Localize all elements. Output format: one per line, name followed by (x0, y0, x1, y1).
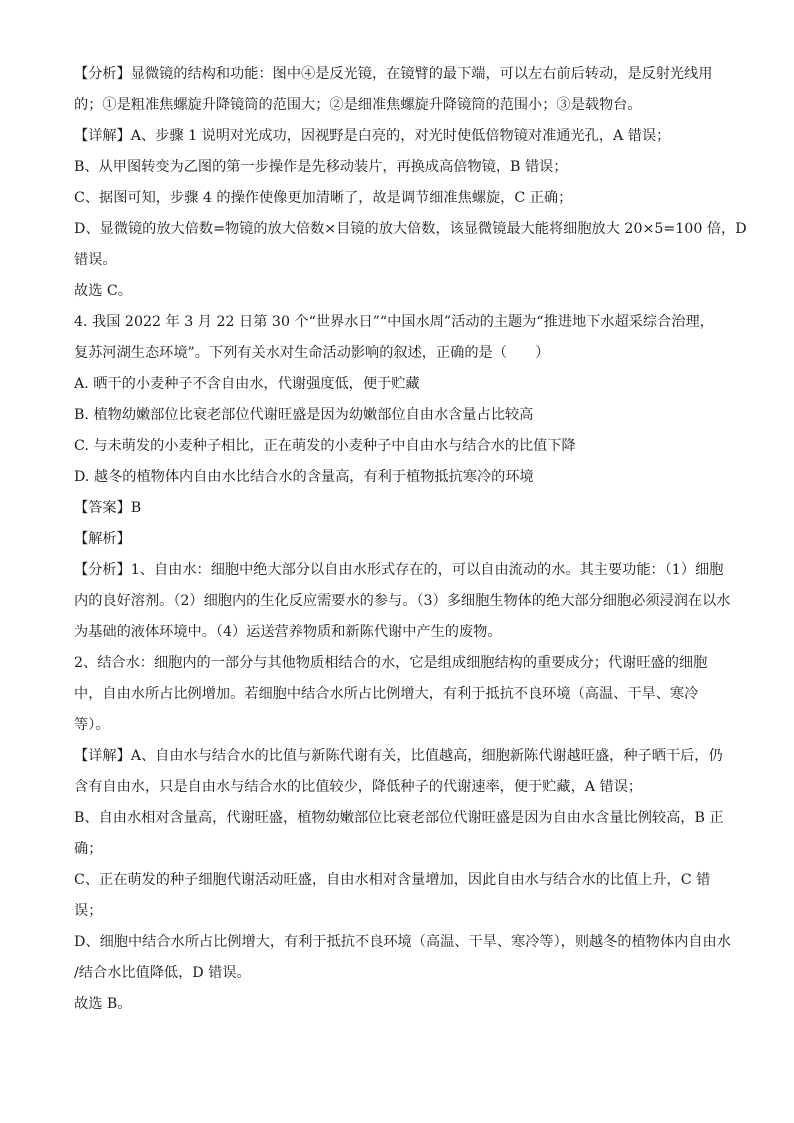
text-line: 内的良好溶剂。（2）细胞内的生化反应需要水的参与。（3）多细胞生物体的绝大部分细胞必须浸润在以水 (74, 593, 731, 609)
text-line: 中，自由水所占比例增加。若细胞中结合水所占比例增大，有利于抵抗不良环境（高温、干旱、寒冷 (74, 686, 699, 702)
text-line: 的；①是粗准焦螺旋升降镜筒的范围大；②是细准焦螺旋升降镜筒的范围小；③是载物台。 (74, 97, 642, 113)
detail-b (74, 808, 724, 859)
jiexi-text: 【解析】 (74, 531, 131, 547)
text-line: 等）。 (74, 717, 110, 733)
previous-detail-a (74, 126, 724, 146)
text-line: 故选 B。 (74, 996, 132, 1012)
text-line: C、据图可知，步骤 4 的操作使像更加清晰了，故是调节细准焦螺旋，C 正确； (74, 190, 573, 206)
text-line: 错误。 (74, 252, 117, 268)
text-line: 故选 C。 (74, 283, 132, 299)
previous-analysis (74, 64, 724, 115)
text-line: 复苏河湖生态环境”。下列有关水对生命活动影响的叙述，正确的是（ ） (74, 345, 550, 361)
text-line: 【分析】显微镜的结构和功能：图中④是反光镜，在镜臂的最下端，可以左右前后转动，是反射光线用 (74, 66, 713, 82)
text-line: 误； (74, 903, 103, 919)
detail-a (74, 746, 724, 797)
option-text: D. 越冬的植物体内自由水比结合水的含量高，有利于植物抵抗寒冷的环境 (74, 469, 534, 485)
previous-detail-c (74, 188, 724, 208)
conclusion (74, 994, 724, 1014)
jiexi-heading (74, 529, 724, 549)
text-line: /结合水比值降低，D 错误。 (74, 965, 251, 981)
option-c (74, 436, 724, 456)
text-line: C、正在萌发的种子细胞代谢活动旺盛，自由水相对含量增加，因此自由水与结合水的比值上升，C 错 (74, 872, 711, 888)
text-line: 为基础的液体环境中。（4）运送营养物质和新陈代谢中产生的废物。 (74, 624, 502, 640)
text-line: D、显微镜的放大倍数=物镜的放大倍数×目镜的放大倍数，该显微镜最大能将细胞放大 20×5=100 倍，D (74, 221, 747, 237)
option-b (74, 405, 724, 425)
question-stem (74, 312, 724, 363)
option-text: B. 植物幼嫩部位比衰老部位代谢旺盛是因为幼嫩部位自由水含量占比较高 (74, 407, 534, 423)
option-d (74, 467, 724, 487)
previous-detail-d (74, 219, 747, 270)
detail-d (74, 932, 731, 983)
text-line: 4. 我国 2022 年 3 月 22 日第 30 个“世界水日”“中国水周”活动的主题为“推进地下水超采综合治理， (74, 314, 714, 330)
text-line: 【详解】A、自由水与结合水的比值与新陈代谢有关，比值越高，细胞新陈代谢越旺盛，种子晒干后，仍 (74, 748, 723, 764)
text-line: B、从甲图转变为乙图的第一步操作是先移动装片，再换成高倍物镜，B 错误； (74, 159, 568, 175)
answer-text: 【答案】B (74, 500, 142, 516)
option-text: A. 晒干的小麦种子不含自由水，代谢强度低，便于贮藏 (74, 376, 420, 392)
analysis-paragraph-1 (74, 560, 731, 642)
analysis-paragraph-2 (74, 653, 724, 735)
text-line: 含有自由水，只是自由水与结合水的比值较少，降低种子的代谢速率，便于贮藏，A 错误； (74, 779, 643, 795)
text-line: 【分析】1、自由水：细胞中绝大部分以自由水形式存在的，可以自由流动的水。其主要功能：（1）细胞 (74, 562, 724, 578)
answer (74, 498, 724, 518)
text-line: B、自由水相对含量高，代谢旺盛，植物幼嫩部位比衰老部位代谢旺盛是因为自由水含量比例较高，B 正 (74, 810, 724, 826)
text-line: 【详解】A、步骤 1 说明对光成功，因视野是白亮的，对光时使低倍物镜对准通光孔，A 错误； (74, 128, 671, 144)
text-line: D、细胞中结合水所占比例增大，有利于抵抗不良环境（高温、干旱、寒冷等），则越冬的植物体内自由水 (74, 934, 731, 950)
option-text: C. 与未萌发的小麦种子相比，正在萌发的小麦种子中自由水与结合水的比值下降 (74, 438, 576, 454)
document-page (74, 64, 747, 1025)
text-line: 确； (74, 841, 103, 857)
previous-detail-b (74, 157, 724, 177)
previous-conclusion (74, 281, 724, 301)
option-a (74, 374, 724, 394)
text-line: 2、结合水：细胞内的一部分与其他物质相结合的水，它是组成细胞结构的重要成分；代谢旺盛的细胞 (74, 655, 708, 671)
detail-c (74, 870, 724, 921)
